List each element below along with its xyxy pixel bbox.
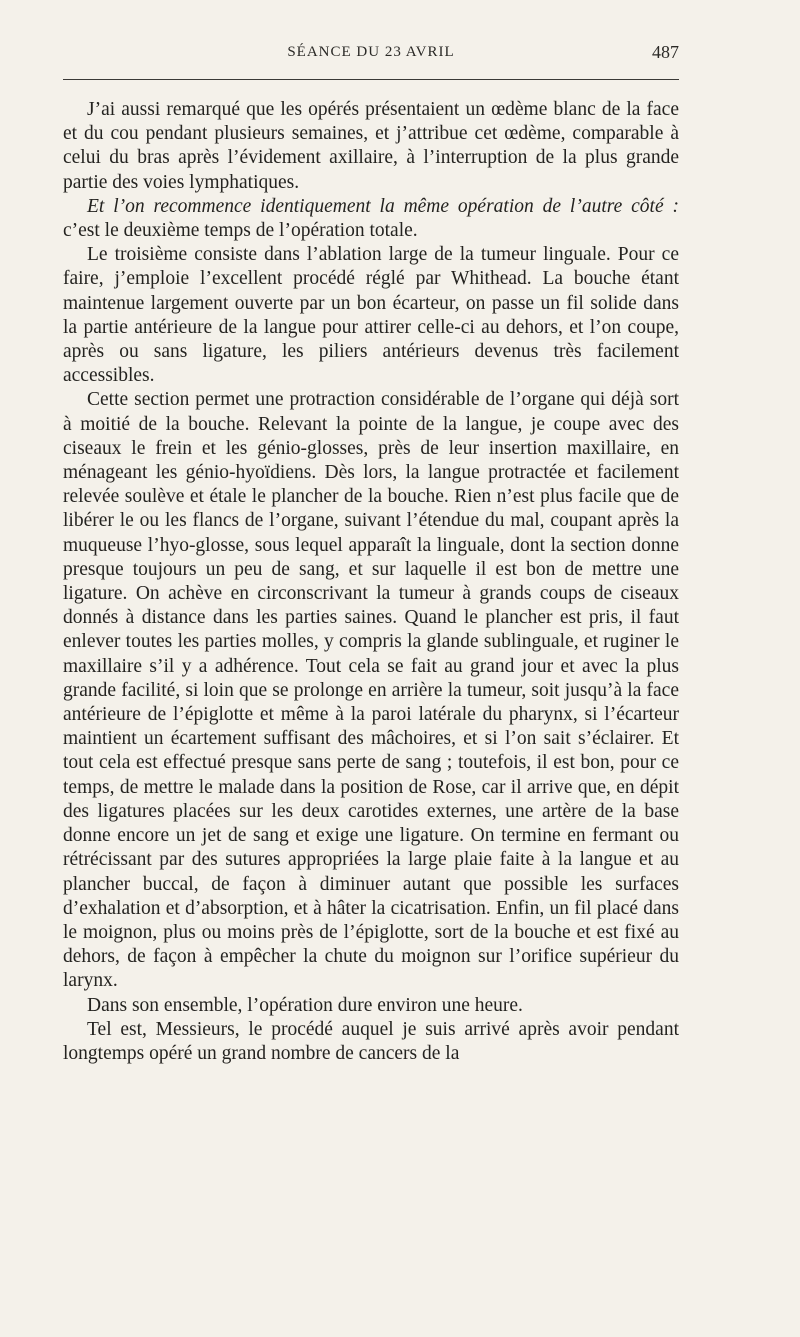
page-header xyxy=(63,40,679,72)
paragraph-3: Le troisième consiste dans l’ablation large de la tumeur linguale. Pour ce faire, j’emploie l’excellent procédé réglé par Whithead. La bouche étant maintenue largement ouverte par un bon écarteur, on passe un fil solide dans la partie antérieure de la langue pour attirer celle-ci au dehors, et l’on coupe, après ou sans ligature, les piliers antérieurs devenus très facilement accessibles. xyxy=(63,244,679,387)
paragraph-2-italic: Et l’on recommence identiquement la même opération de l’autre côté : xyxy=(87,195,679,217)
paragraph-2-rest: c’est le deuxième temps de l’opération totale. xyxy=(63,220,418,242)
header-rule xyxy=(63,79,679,80)
paragraph-5: Dans son ensemble, l’opération dure environ une heure. xyxy=(87,994,523,1016)
body-text xyxy=(63,98,679,1066)
running-title: SÉANCE DU 23 AVRIL xyxy=(287,44,455,60)
paragraph-2 xyxy=(63,195,679,243)
paragraph-4: Cette section permet une protraction considérable de l’organe qui déjà sort à moitié de la bouche. Relevant la pointe de la langue, je coupe avec des ciseaux le frein et les génio-glosses, près de leur insertion maxillaire, en ménageant les génio-hyoïdiens. Dès lors, la langue protractée et facilement relevée soulève et étale le plancher de la bouche. Rien n’est plus facile que de libérer le ou les flancs de l’organe, suivant l’étendue du mal, coupant après la muqueuse l’hyo-glosse, sous lequel apparaît la linguale, dont la section donne presque toujours un peu de sang, et sur laquelle il est bon de mettre une ligature. On achève en circonscrivant la tumeur à grands coups de ciseaux donnés à distance dans les parties saines. Quand le plancher est pris, il faut enlever toutes les parties molles, y compris la glande sublinguale, et ruginer le maxillaire s’il y a adhérence. Tout cela se fait au grand jour et avec la plus grande facilité, si loin que se prolonge en arrière la tumeur, soit jusqu’à la face antérieure de l’épiglotte et même à la paroi latérale du pharynx, si l’écarteur maintient un écartement suffisant des mâchoires, et si l’on sait s’éclairer. Et tout cela est effectué presque sans perte de sang ; toutefois, il est bon, pour ce temps, de mettre le malade dans la position de Rose, car il arrive que, en dépit des ligatures placées sur les deux carotides externes, une artère de la base donne encore un jet de sang et exige une ligature. On termine en fermant ou rétrécissant par des sutures appropriées la large plaie faite à la langue et au plancher buccal, de façon à diminuer autant que possible les surfaces d’exhalation et d’absorption, et à hâter la cicatrisation. Enfin, un fil placé dans le moignon, plus ou moins près de l’épiglotte, sort de la bouche et est fixé au dehors, de façon à empêcher la chute du moignon sur l’orifice supérieur du larynx. xyxy=(63,389,679,992)
paragraph-1: J’ai aussi remarqué que les opérés présentaient un œdème blanc de la face et du cou pendant plusieurs semaines, et j’attribue cet œdème, comparable à celui du bras après l’évidement axillaire, à l’interruption de la plus grande partie des voies lymphatiques. xyxy=(63,99,679,193)
paragraph-6: Tel est, Messieurs, le procédé auquel je suis arrivé après avoir pendant longtemps opéré un grand nombre de cancers de la xyxy=(63,1018,679,1064)
page-number: 487 xyxy=(652,42,679,62)
